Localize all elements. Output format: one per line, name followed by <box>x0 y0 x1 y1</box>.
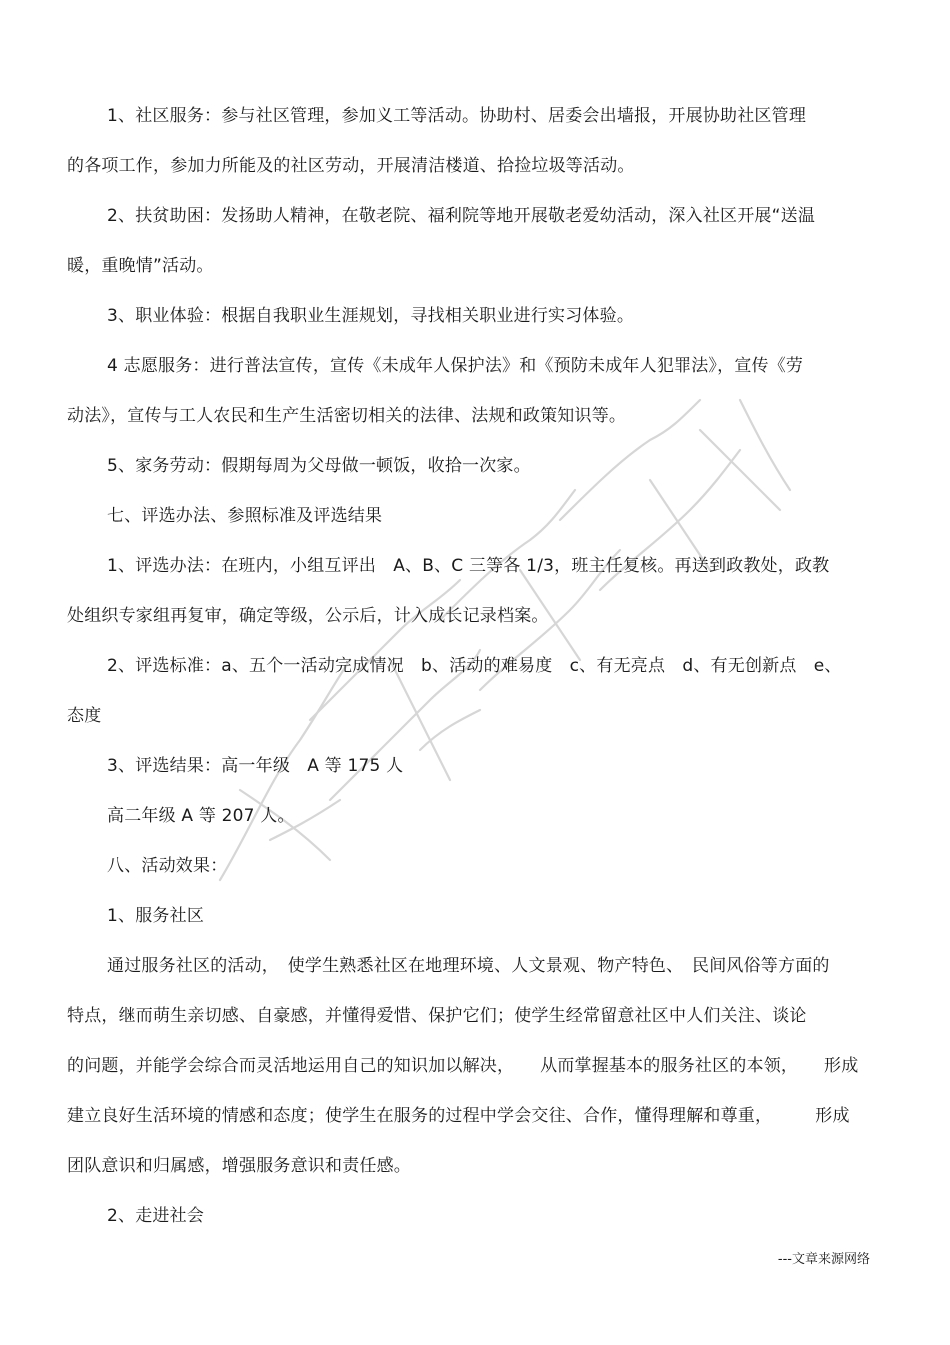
text-line: 特点，继而萌生亲切感、自豪感，并懂得爱惜、保护它们；使学生经常留意社区中人们关注、谈论 <box>67 1006 807 1026</box>
text-line: 的各项工作，参加力所能及的社区劳动，开展清洁楼道、拾捡垃圾等活动。 <box>67 156 635 176</box>
text-line: 建立良好生活环境的情感和态度；使学生在服务的过程中学会交往、合作，懂得理解和尊重， 形成 <box>67 1106 850 1126</box>
text-line: 1、社区服务：参与社区管理，参加义工等活动。协助村、居委会出墙报，开展协助社区管理 <box>107 106 807 126</box>
text-line: 通过服务社区的活动， 使学生熟悉社区在地理环境、人文景观、物产特色、 民间风俗等方面的 <box>107 956 830 976</box>
section-heading: 八、活动效果： <box>107 856 228 876</box>
section-heading: 七、评选办法、参照标准及评选结果 <box>107 506 383 526</box>
text-line: 1、评选办法：在班内，小组互评出 A、B、C 三等各 1/3，班主任复核。再送到政教处，政教 <box>107 556 830 576</box>
text-line: 3、评选结果：高一年级 A 等 175 人 <box>107 756 404 776</box>
subsection-heading: 1、服务社区 <box>107 906 205 926</box>
text-line: 5、家务劳动：假期每周为父母做一顿饭，收拾一次家。 <box>107 456 531 476</box>
text-line: 团队意识和归属感，增强服务意识和责任感。 <box>67 1156 411 1176</box>
footer-source: ---文章来源网络 <box>777 1252 870 1267</box>
text-line: 4 志愿服务：进行普法宣传，宣传《未成年人保护法》和《预防未成年人犯罪法》，宣传《劳 <box>107 356 804 376</box>
text-line: 3、职业体验：根据自我职业生涯规划，寻找相关职业进行实习体验。 <box>107 306 635 326</box>
text-line: 高二年级 A 等 207 人。 <box>107 806 295 826</box>
text-line: 2、评选标准：a、五个一活动完成情况 b、活动的难易度 c、有无亮点 d、有无创新点 e、 <box>107 656 842 676</box>
text-line: 2、扶贫助困：发扬助人精神，在敬老院、福利院等地开展敬老爱幼活动，深入社区开展“送温 <box>107 206 816 226</box>
text-line: 的问题，并能学会综合而灵活地运用自己的知识加以解决， 从而掌握基本的服务社区的本领， 形成 <box>67 1056 859 1076</box>
text-line: 暖，重晚情”活动。 <box>67 256 214 276</box>
subsection-heading: 2、走进社会 <box>107 1206 205 1226</box>
text-line: 处组织专家组再复审，确定等级，公示后，计入成长记录档案。 <box>67 606 549 626</box>
text-line: 态度 <box>67 706 102 726</box>
watermark-handwriting <box>180 360 820 920</box>
text-line: 动法》，宣传与工人农民和生产生活密切相关的法律、法规和政策知识等。 <box>67 406 627 426</box>
